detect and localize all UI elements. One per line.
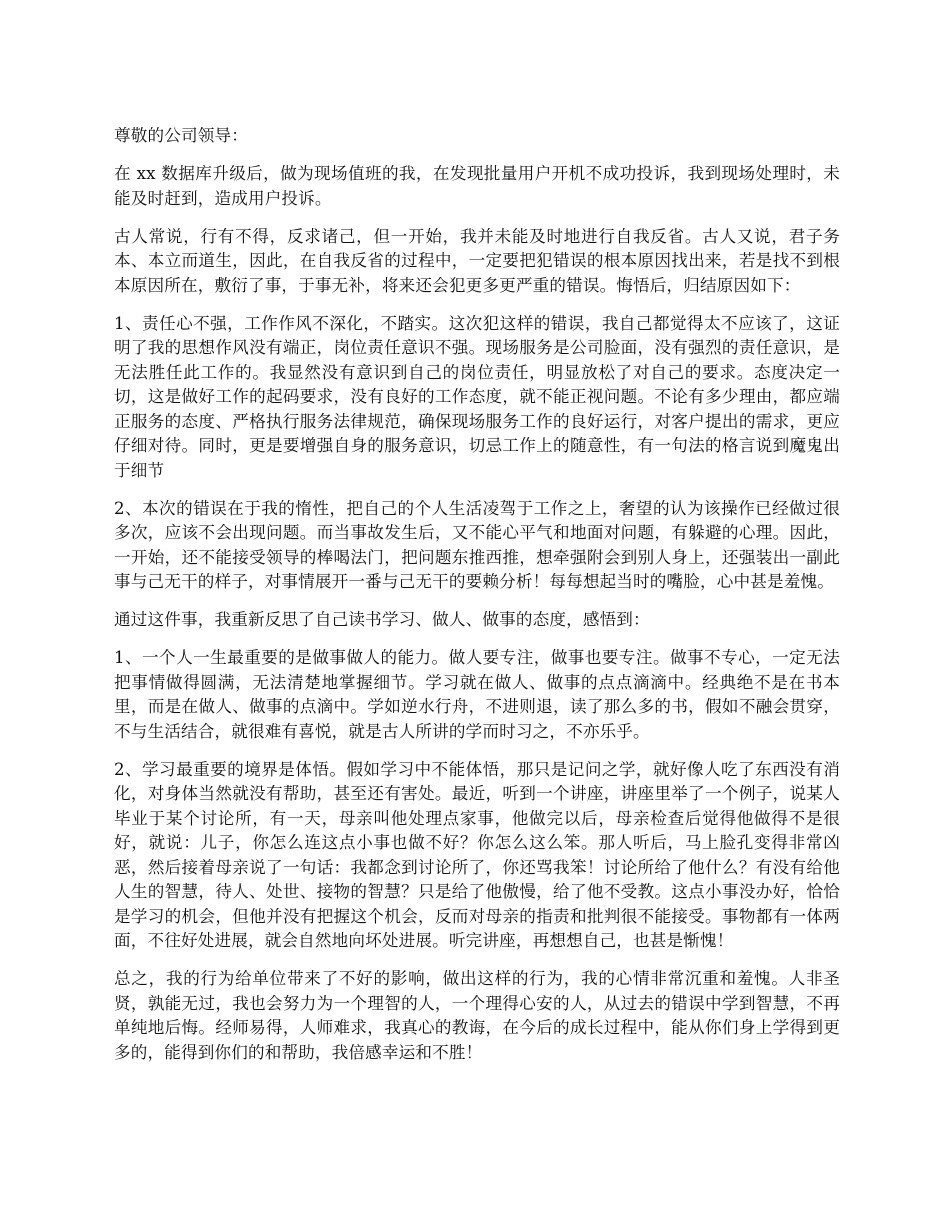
paragraph-1: 在 xx 数据库升级后，做为现场值班的我，在发现批量用户开机不成功投诉，我到现场处理时，未能及时赶到，造成用户投诉。 <box>114 164 840 208</box>
paragraph-5: 通过这件事，我重新反思了自己读书学习、做人、做事的态度，感悟到： <box>114 610 650 629</box>
salutation: 尊敬的公司领导： <box>114 126 248 145</box>
paragraph-3: 1、责任心不强，工作作风不深化，不踏实。这次犯这样的错误，我自己都觉得太不应该了，这证明了我的思想作风没有端正，岗位责任意识不强。现场服务是公司脸面，没有强烈的责任意识，是无法胜任此工作的。我显然没有意识到自己的岗位责任，明显放松了对自己的要求。态度决定一切，这是做好工作的起码要求，没有良好的工作态度，就不能正视问题。不论有多少理由，都应端正服务的态度、严格执行服务法律规范，确保现场服务工作的良好运行，对客户提出的需求，更应仔细对待。同时，更是要增强自身的服务意识，切忌工作上的随意性，有一句法的格言说到魔鬼出于细节 <box>114 313 840 480</box>
paragraph-7: 2、学习最重要的境界是体悟。假如学习中不能体悟，那只是记问之学，就好像人吃了东西没有消化，对身体当然就没有帮助，甚至还有害处。最近，听到一个讲座，讲座里举了一个例子，说某人毕业于某个讨论所，有一天，母亲叫他处理点家事，他做完以后，母亲检查后觉得他做得不是很好，就说：儿子，你怎么连这点小事也做不好？你怎么这么笨。那人听后，马上脸孔变得非常凶恶，然后接着母亲说了一句话：我都念到讨论所了，你还骂我笨！讨论所给了他什么？有没有给他人生的智慧，待人、处世、接物的智慧？只是给了他傲慢，给了他不受教。这点小事没办好，恰恰是学习的机会，但他并没有把握这个机会，反而对母亲的指责和批判很不能接受。事物都有一体两面，不往好处进展，就会自然地向坏处进展。听完讲座，再想想自己，也甚是惭愧！ <box>114 759 840 950</box>
paragraph-6: 1、一个人一生最重要的是做事做人的能力。做人要专注，做事也要专注。做事不专心，一定无法把事情做得圆满，无法清楚地掌握细节。学习就在做人、做事的点点滴滴中。经典绝不是在书本里，而是在做人、做事的点滴中。学如逆水行舟，不进则退，读了那么多的书，假如不融会贯穿，不与生活结合，就很难有喜悦，就是古人所讲的学而时习之，不亦乐乎。 <box>114 648 840 741</box>
document-body <box>114 124 840 1079</box>
paragraph-4: 2、本次的错误在于我的惰性，把自己的个人生活凌驾于工作之上，奢望的认为该操作已经做过很多次，应该不会出现问题。而当事故发生后，又不能心平气和地面对问题，有躲避的心理。因此，一开始，还不能接受领导的棒喝法门，把问题东推西推，想牵强附会到别人身上，还强装出一副此事与己无干的样子，对事情展开一番与己无干的要赖分析！每每想起当时的嘴脸，心中甚是羞愧。 <box>114 498 840 591</box>
paragraph-2: 古人常说，行有不得，反求诸己，但一开始，我并未能及时地进行自我反省。古人又说，君子务本、本立而道生，因此，在自我反省的过程中，一定要把犯错误的根本原因找出来，若是找不到根本原因所在，敷衍了事，于事无补，将来还会犯更多更严重的错误。悔悟后，归结原因如下： <box>114 226 840 295</box>
paragraph-8: 总之，我的行为给单位带来了不好的影响，做出这样的行为，我的心情非常沉重和羞愧。人非圣贤，孰能无过，我也会努力为一个理智的人，一个理得心安的人，从过去的错误中学到智慧，不再单纯地后悔。经师易得，人师难求，我真心的教诲，在今后的成长过程中，能从你们身上学得到更多的，能得到你们的和帮助，我倍感幸运和不胜！ <box>114 969 840 1062</box>
